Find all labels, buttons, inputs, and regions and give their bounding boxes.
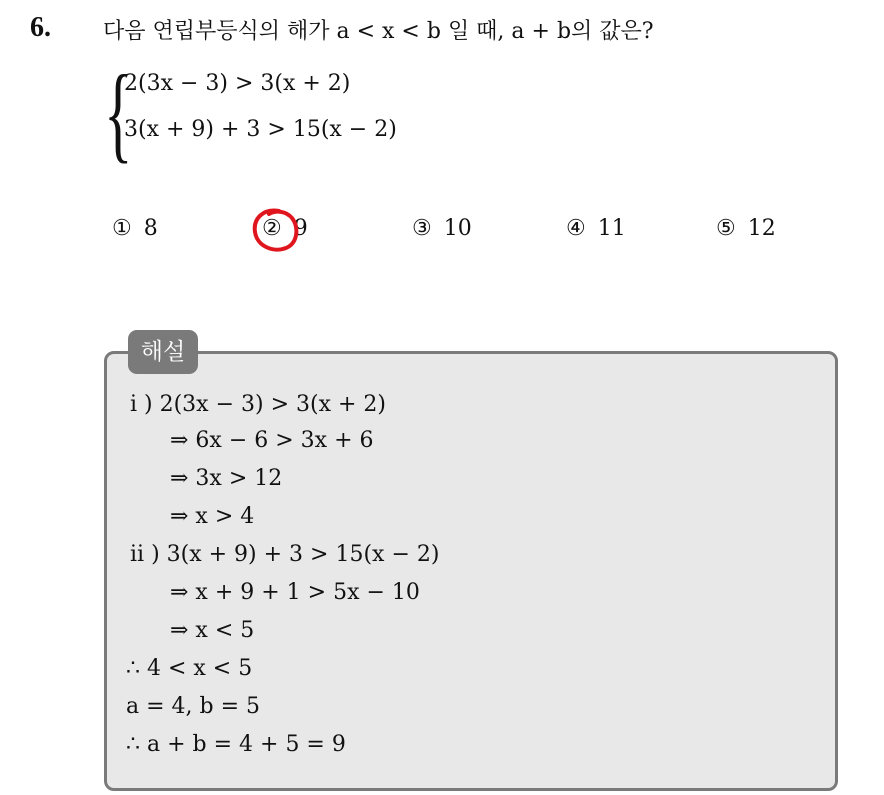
solution-line: ⇒ 6x − 6 > 3x + 6 bbox=[170, 428, 374, 453]
choice-value: 11 bbox=[597, 216, 626, 241]
choice-mark: ⑤ bbox=[716, 216, 736, 241]
choice-value: 9 bbox=[293, 216, 308, 241]
choice-value: 10 bbox=[443, 216, 472, 241]
problem-number: 6. bbox=[30, 12, 51, 43]
choice-4[interactable] bbox=[566, 216, 626, 241]
question-text: 다음 연립부등식의 해가 a < x < b 일 때, a + b의 값은? bbox=[103, 19, 654, 44]
choice-value: 8 bbox=[143, 216, 158, 241]
solution-line: ∴ 4 < x < 5 bbox=[126, 656, 253, 681]
solution-box bbox=[104, 351, 838, 791]
solution-line: ⇒ x > 4 bbox=[170, 504, 255, 529]
system-brace: { bbox=[104, 54, 133, 173]
choice-mark: ③ bbox=[412, 216, 432, 241]
choice-3[interactable] bbox=[412, 216, 472, 241]
inequality-2: 3(x + 9) + 3 > 15(x − 2) bbox=[124, 117, 397, 142]
solution-line: ⇒ x + 9 + 1 > 5x − 10 bbox=[170, 580, 420, 605]
solution-line: ⇒ 3x > 12 bbox=[170, 466, 283, 491]
solution-line: a = 4, b = 5 bbox=[126, 694, 261, 719]
inequality-1: 2(3x − 3) > 3(x + 2) bbox=[124, 71, 351, 96]
answer-circle-mark bbox=[248, 205, 304, 257]
choice-mark: ④ bbox=[566, 216, 586, 241]
choice-1[interactable] bbox=[112, 216, 158, 241]
choice-mark: ① bbox=[112, 216, 132, 241]
solution-line: ⅱ ) 3(x + 9) + 3 > 15(x − 2) bbox=[130, 542, 440, 567]
choice-mark: ② bbox=[262, 216, 282, 241]
solution-line: ⇒ x < 5 bbox=[170, 618, 255, 643]
solution-label: 해설 bbox=[128, 330, 198, 374]
solution-line: ⅰ ) 2(3x − 3) > 3(x + 2) bbox=[130, 392, 386, 417]
choice-5[interactable] bbox=[716, 216, 776, 241]
choice-value: 12 bbox=[747, 216, 776, 241]
solution-line: ∴ a + b = 4 + 5 = 9 bbox=[126, 732, 346, 757]
